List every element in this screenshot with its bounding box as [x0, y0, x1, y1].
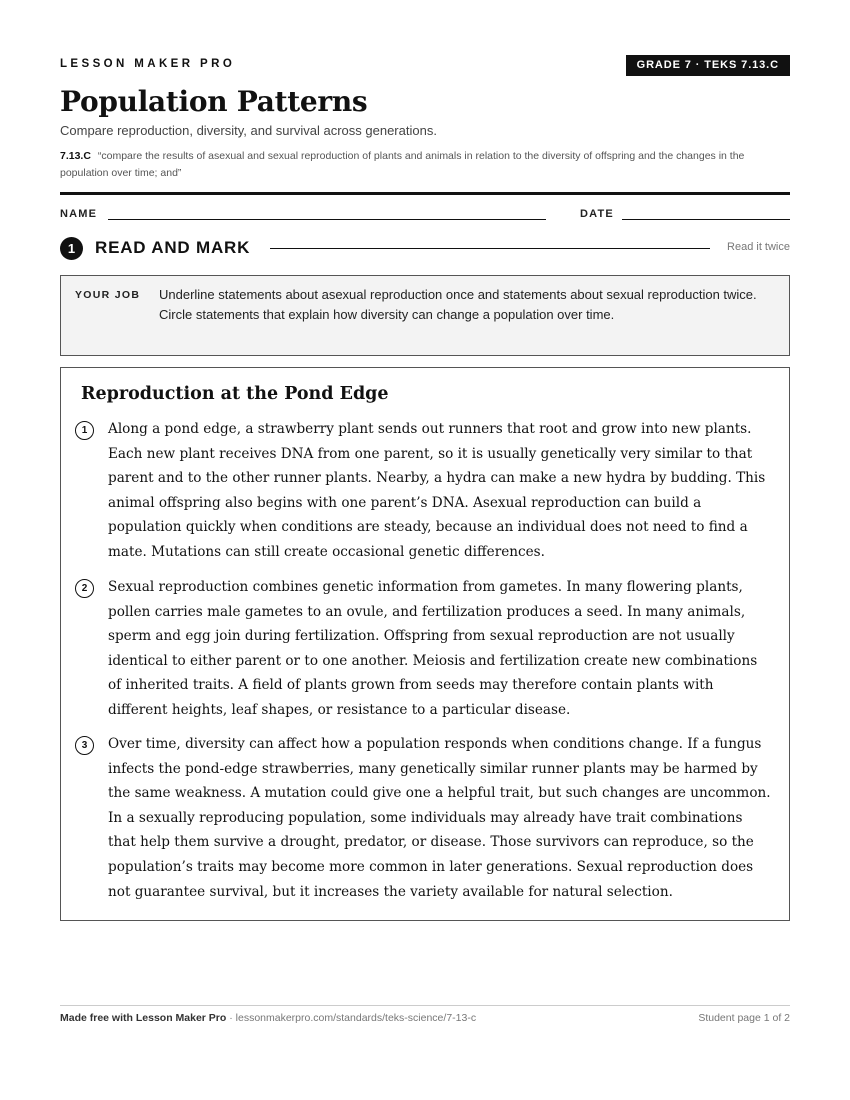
job-text: Underline statements about asexual reproduction once and statements about sexual reproduction twice. Circle statements that explain how diversity can change a population over time. [159, 287, 757, 322]
paragraph-text[interactable]: Sexual reproduction combines genetic information from gametes. In many flowering plants, pollen carries male gametes to an ovule, and fertilization produces a seed. In many animals, sperm and egg join during fertilization. Offspring from sexual reproduction are not usually identical to either parent or to one another. Meiosis and fertilization create new combinations of inherited traits. A field of plants grown from seeds may therefore contain plants with different heights, leaf shapes, or resistance to a particular disease. [108, 579, 758, 718]
name-date-row [60, 208, 790, 222]
job-instructions-box [60, 275, 790, 356]
section-header [60, 236, 790, 260]
standard-statement [60, 148, 785, 181]
section-title: READ AND MARK [95, 238, 251, 257]
top-bar [60, 55, 790, 79]
paragraph-text[interactable]: Along a pond edge, a strawberry plant sends out runners that root and grow into new plants. Each new plant receives DNA from one parent, so it is usually genetically very similar to that parent and to the other runner plants. Nearby, a hydra can make a new hydra by budding. This animal offspring also begins with one parent’s DNA. Asexual reproduction can build a population quickly when conditions are steady, because an individual does not need to find a mate. Mutations can still create occasional genetic differences. [108, 421, 766, 560]
date-field[interactable] [622, 219, 790, 220]
page-subtitle: Compare reproduction, diversity, and survival across generations. [60, 123, 437, 138]
section-divider [270, 248, 710, 249]
page-title: Population Patterns [60, 85, 368, 118]
footer-url: · lessonmakerpro.com/standards/teks-science/7-13-c [226, 1012, 477, 1024]
name-label: NAME [60, 208, 98, 220]
brand-name: LESSON MAKER PRO [60, 58, 236, 70]
grade-badge: GRADE 7 · TEKS 7.13.C [626, 55, 790, 76]
footer [60, 1012, 790, 1024]
paragraph-number: 2 [75, 579, 94, 598]
job-label: YOUR JOB [75, 289, 141, 301]
standard-code: 7.13.C [60, 150, 91, 162]
paragraph-text[interactable]: Over time, diversity can affect how a population responds when conditions change. If a fungus infects the pond-edge strawberries, many genetically similar runner plants may be harmed by the same weakness. A mutation could give one a helpful trait, but such changes are uncommon. In a sexually reproducing population, some individuals may already have trait combinations that help them survive a drought, predator, or disease. Those survivors can reproduce, so the population’s traits may become more common in later generations. Sexual reproduction does not guarantee survival, but it increases the variety available for natural selection. [108, 736, 771, 900]
footer-page-number: Student page 1 of 2 [698, 1012, 790, 1024]
footer-made-with: Made free with Lesson Maker Pro [60, 1012, 227, 1024]
section-note: Read it twice [727, 241, 790, 253]
date-label: DATE [580, 208, 614, 220]
name-field[interactable] [108, 219, 546, 220]
reading-title: Reproduction at the Pond Edge [81, 384, 389, 404]
reading-passage-box [60, 367, 790, 921]
paragraph-number: 1 [75, 421, 94, 440]
section-number: 1 [60, 237, 83, 260]
standard-text: “compare the results of asexual and sexual reproduction of plants and animals in relation to the diversity of offspring and the changes in the population over time; and” [60, 150, 745, 179]
footer-divider [60, 1005, 790, 1006]
paragraph-number: 3 [75, 736, 94, 755]
header-divider [60, 192, 790, 195]
